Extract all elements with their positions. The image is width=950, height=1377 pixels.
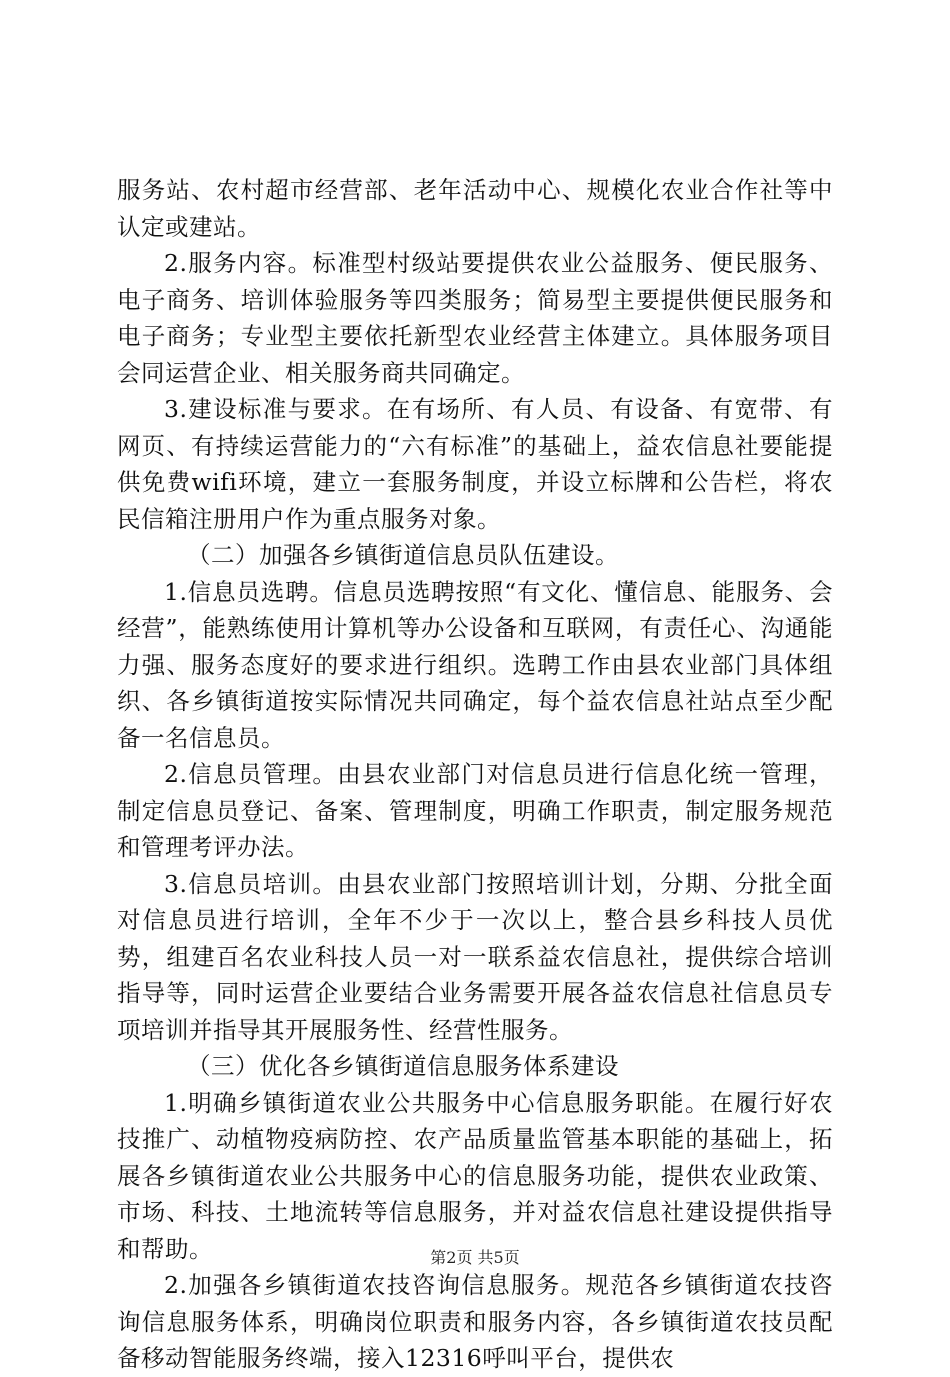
document-body: [117, 172, 833, 1377]
page-number-footer: 第2页 共5页: [430, 1248, 520, 1267]
paragraph-management: 2.信息员管理。由县农业部门对信息员进行信息化统一管理，制定信息员登记、备案、管理制度，明确工作职责，制定服务规范和管理考评办法。: [117, 760, 833, 861]
paragraph-recruitment: 1.信息员选聘。信息员选聘按照“有文化、懂信息、能服务、会经营”，能熟练使用计算机等办公设备和互联网，有责任心、沟通能力强、服务态度好的要求进行组织。选聘工作由县农业部门具体组织、各乡镇街道按实际情况共同确定，每个益农信息社站点至少配备一名信息员。: [117, 577, 833, 752]
section-heading-2: （二）加强各乡镇街道信息员队伍建设。: [187, 541, 619, 569]
paragraph-service-content: 2.服务内容。标准型村级站要提供农业公益服务、便民服务、电子商务、培训体验服务等四类服务；简易型主要提供便民服务和电子商务；专业型主要依托新型农业经营主体建立。具体服务项目会同运营企业、相关服务商共同确定。: [117, 249, 833, 387]
paragraph-continuation: 服务站、农村超市经营部、老年活动中心、规模化农业合作社等中认定或建站。: [117, 176, 833, 241]
section-heading-3: （三）优化各乡镇街道信息服务体系建设: [187, 1052, 619, 1080]
paragraph-construction-standard: 3.建设标准与要求。在有场所、有人员、有设备、有宽带、有网页、有持续运营能力的“六有标准”的基础上，益农信息社要能提供免费wifi环境，建立一套服务制度，并设立标牌和公告栏，将农民信箱注册用户作为重点服务对象。: [117, 395, 833, 533]
paragraph-consulting: 2.加强各乡镇街道农技咨询信息服务。规范各乡镇街道农技咨询信息服务体系，明确岗位职责和服务内容，各乡镇街道农技员配备移动智能服务终端，接入12316呼叫平台，提供农: [117, 1271, 833, 1372]
paragraph-training: 3.信息员培训。由县农业部门按照培训计划，分期、分批全面对信息员进行培训，全年不少于一次以上，整合县乡科技人员优势，组建百名农业科技人员一对一联系益农信息社，提供综合培训指导等，同时运营企业要结合业务需要开展各益农信息社信息员专项培训并指导其开展服务性、经营性服务。: [117, 869, 833, 1044]
paragraph-service-center: 1.明确乡镇街道农业公共服务中心信息服务职能。在履行好农技推广、动植物疫病防控、农产品质量监管基本职能的基础上，拓展各乡镇街道农业公共服务中心的信息服务功能，提供农业政策、市场、科技、土地流转等信息服务，并对益农信息社建设提供指导和帮助。: [117, 1088, 833, 1263]
